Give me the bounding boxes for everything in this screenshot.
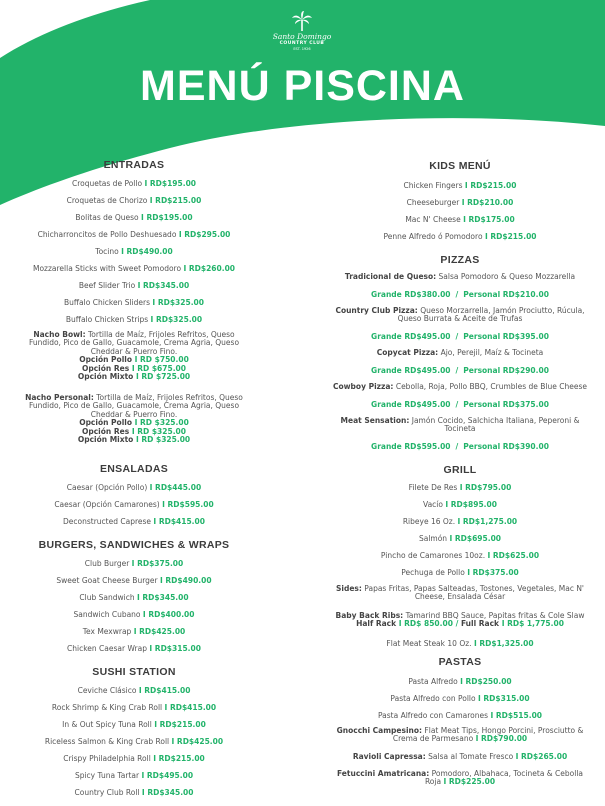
menu-item: Flat Meat Steak 10 Oz. I RD$1,325.00 bbox=[386, 639, 534, 648]
item-price: RD$495.00 bbox=[146, 771, 194, 780]
item-name: Spicy Tuna Tartar bbox=[74, 771, 140, 780]
menu-item: Pasta Alfredo con Camarones I RD$515.00 bbox=[377, 711, 543, 720]
item-name: Pincho de Camarones 10oz. bbox=[380, 551, 486, 560]
item-price: RD$260.00 bbox=[188, 264, 236, 273]
item-name: Club Burger bbox=[84, 559, 130, 568]
item-name: Nacho Bowl: bbox=[33, 330, 86, 339]
pizza-desc: Tradicional de Queso: Salsa Pomodoro & Queso Mozzarella bbox=[344, 272, 576, 281]
sides-desc: Sides: Papas Fritas, Papas Salteadas, Tostones, Vegetales, Mac N' Cheese, Ensalada César bbox=[336, 584, 584, 602]
item-name: Ceviche Clásico bbox=[77, 686, 137, 695]
item-name: Buffalo Chicken Strips bbox=[65, 315, 149, 324]
item-price: RD$515.00 bbox=[495, 711, 543, 720]
pizza-desc: Copycat Pizza: Ajo, Perejil, Maíz & Tocineta bbox=[376, 348, 544, 357]
item-name: Riceless Salmon & King Crab Roll bbox=[44, 737, 170, 746]
item-name: Mozzarella Sticks with Sweet Pomodoro bbox=[32, 264, 182, 273]
item-name: Nacho Personal: bbox=[25, 393, 94, 402]
menu-item: Beef Slider Trio I RD$345.00 bbox=[78, 281, 190, 290]
fetuccini-desc: Fetuccini Amatricana: Pomodoro, Albahaca, Tocineta & Cebolla Roja I RD$225.00 bbox=[336, 769, 583, 787]
item-name: Vacío bbox=[423, 500, 443, 509]
item-price: RD$795.00 bbox=[465, 483, 512, 492]
item-price: RD$345.00 bbox=[143, 281, 190, 290]
menu-item: Salmón I RD$695.00 bbox=[418, 534, 502, 543]
item-name: Chicharroncitos de Pollo Deshuesado bbox=[37, 230, 177, 239]
pizza-desc: Country Club Pizza: Queso Morzarrella, Jamón Prociutto, Rúcula, Queso Burrata & Aceite de Trufas bbox=[335, 306, 585, 324]
pizza-prices: Grande RD$495.00 / Personal RD$395.00 bbox=[371, 332, 549, 341]
item-name: Pasta Alfredo con Camarones bbox=[377, 711, 489, 720]
menu-item: Chicharroncitos de Pollo Deshuesado I RD$295.00 bbox=[37, 230, 231, 239]
menu-item: Sandwich Cubano I RD$400.00 bbox=[73, 610, 195, 619]
section-title-pastas: PASTAS bbox=[438, 656, 482, 668]
menu-item: Chicken Fingers I RD$215.00 bbox=[403, 181, 517, 190]
item-name: Tex Mexwrap bbox=[82, 627, 132, 636]
menu-item: Caesar (Opción Camarones) I RD$595.00 bbox=[54, 500, 214, 509]
item-name: Beef Slider Trio bbox=[78, 281, 136, 290]
menu-item: Pincho de Camarones 10oz. I RD$625.00 bbox=[380, 551, 540, 560]
item-price: RD$325.00 bbox=[155, 315, 203, 324]
menu-item: Tex Mexwrap I RD$425.00 bbox=[82, 627, 186, 636]
menu-item: Bolitas de Queso I RD$195.00 bbox=[75, 213, 193, 222]
option-row: Opción Res I RD $325.00 bbox=[81, 426, 186, 436]
logo-script: Santo Domingo bbox=[272, 32, 332, 41]
menu-item: Club Burger I RD$375.00 bbox=[84, 559, 184, 568]
item-price: RD$490.00 bbox=[165, 576, 212, 585]
item-price: RD$215.00 bbox=[470, 181, 517, 190]
item-price: RD$400.00 bbox=[148, 610, 195, 619]
item-price: RD$1,325.00 bbox=[479, 639, 534, 648]
menu-item: Deconstructed Caprese I RD$415.00 bbox=[63, 517, 205, 526]
nacho-bowl-block bbox=[18, 331, 250, 381]
menu-item: Pechuga de Pollo I RD$375.00 bbox=[401, 568, 519, 577]
menu-item: Croquetas de Chorizo I RD$215.00 bbox=[66, 196, 202, 205]
item-price: RD$1,275.00 bbox=[462, 517, 518, 526]
pizza-desc: Cowboy Pizza: Cebolla, Roja, Pollo BBQ, Crumbles de Blue Cheese bbox=[332, 382, 588, 391]
pizza-prices: Grande RD$595.00 / Personal RD$390.00 bbox=[371, 442, 549, 451]
logo-club: COUNTRY CLUB bbox=[279, 41, 325, 46]
section-title-grill: GRILL bbox=[443, 464, 477, 476]
section-title-ensaladas: ENSALADAS bbox=[99, 463, 169, 475]
option-row: Opción Mixto I RD $725.00 bbox=[77, 372, 191, 382]
item-price: RD$415.00 bbox=[169, 703, 217, 712]
option-row: Opción Pollo I RD $325.00 bbox=[79, 418, 189, 428]
item-name: Chicken Caesar Wrap bbox=[67, 644, 147, 653]
menu-item: Chicken Caesar Wrap I RD$315.00 bbox=[67, 644, 201, 653]
club-logo bbox=[262, 10, 342, 52]
item-name: Caesar (Opción Camarones) bbox=[54, 500, 160, 509]
menu-item: Mac N' Cheese I RD$175.00 bbox=[405, 215, 515, 224]
item-price: RD$425.00 bbox=[139, 627, 186, 636]
item-name: Buffalo Chicken Sliders bbox=[63, 298, 151, 307]
item-price: RD$215.00 bbox=[155, 196, 202, 205]
menu-item: Cheeseburger I RD$210.00 bbox=[406, 198, 514, 207]
option-row: Opción Mixto I RD $325.00 bbox=[77, 435, 191, 445]
menu-item: Caesar (Opción Pollo) I RD$445.00 bbox=[66, 483, 202, 492]
item-price: RD$210.00 bbox=[467, 198, 514, 207]
menu-item: Country Club Roll I RD$345.00 bbox=[74, 788, 194, 797]
pizza-prices: Grande RD$495.00 / Personal RD$375.00 bbox=[371, 400, 549, 409]
item-name: Tocino bbox=[95, 247, 119, 256]
item-name: Salmón bbox=[418, 534, 448, 543]
item-price: RD$895.00 bbox=[450, 500, 497, 509]
section-title-pizzas: PIZZAS bbox=[440, 254, 480, 266]
item-price: RD$625.00 bbox=[492, 551, 540, 560]
menu-item: Vacío I RD$895.00 bbox=[423, 500, 497, 509]
item-price: RD$195.00 bbox=[146, 213, 193, 222]
section-title-entradas: ENTRADAS bbox=[103, 159, 165, 171]
item-price: RD$325.00 bbox=[157, 298, 204, 307]
palm-tree-icon bbox=[291, 10, 313, 32]
item-name: Mac N' Cheese bbox=[405, 215, 461, 224]
item-price: RD$595.00 bbox=[167, 500, 214, 509]
menu-item: Ribeye 16 Oz. I RD$1,275.00 bbox=[402, 517, 518, 526]
section-title-kids: KIDS MENÚ bbox=[429, 160, 491, 172]
option-row: Opción Pollo I RD $750.00 bbox=[79, 355, 189, 365]
item-name: Sandwich Cubano bbox=[73, 610, 141, 619]
pizza-prices: Grande RD$495.00 / Personal RD$290.00 bbox=[371, 366, 549, 375]
item-price: RD$315.00 bbox=[483, 694, 530, 703]
item-name: Club Sandwich bbox=[79, 593, 135, 602]
item-price: RD$175.00 bbox=[468, 215, 515, 224]
gnocchi-desc: Gnocchi Campesino: Flat Meat Tips, Hongo Porcini, Prosciutto & Crema de Parmesano I RD$790.00 bbox=[336, 726, 584, 744]
item-price: RD$375.00 bbox=[137, 559, 184, 568]
menu-item: Mozzarella Sticks with Sweet Pomodoro I RD$260.00 bbox=[32, 264, 236, 273]
item-name: Sweet Goat Cheese Burger bbox=[56, 576, 158, 585]
item-name: Ribeye 16 Oz. bbox=[402, 517, 456, 526]
item-name: Rock Shrimp & King Crab Roll bbox=[51, 703, 163, 712]
ribs-block: Baby Back Ribs: Tamarind BBQ Sauce, Papitas fritas & Cole Slaw Half Rack I RD$ 850.00 / Full Rack I RD$ 1,775.00 bbox=[335, 611, 585, 629]
menu-item: Pasta Alfredo con Pollo I RD$315.00 bbox=[390, 694, 530, 703]
item-price: RD$315.00 bbox=[154, 644, 201, 653]
item-name: In & Out Spicy Tuna Roll bbox=[62, 720, 152, 729]
pizza-prices: Grande RD$380.00 / Personal RD$210.00 bbox=[371, 290, 549, 299]
item-price: RD$295.00 bbox=[184, 230, 231, 239]
item-name: Chicken Fingers bbox=[403, 181, 463, 190]
item-desc: Tortilla de Maíz, Frijoles Refritos, Queso Fundido, Pico de Gallo, Guacamole, Crema Agria, Queso Cheddar & Puerro Fino. bbox=[28, 393, 243, 419]
menu-item: Club Sandwich I RD$345.00 bbox=[79, 593, 189, 602]
item-desc: Tortilla de Maíz, Frijoles Refritos, Queso Fundido, Pico de Gallo, Guacamole, Crema Agria, Queso Cheddar & Puerro Fino. bbox=[28, 330, 240, 356]
item-name: Filete De Res bbox=[408, 483, 458, 492]
item-name: Cheeseburger bbox=[406, 198, 460, 207]
item-price: RD$195.00 bbox=[149, 179, 197, 188]
item-price: RD$490.00 bbox=[126, 247, 173, 256]
item-price: RD$695.00 bbox=[454, 534, 502, 543]
item-name: Caesar (Opción Pollo) bbox=[66, 483, 148, 492]
item-name: Croquetas de Chorizo bbox=[66, 196, 148, 205]
item-price: RD$250.00 bbox=[465, 677, 512, 686]
pizza-desc: Meat Sensation: Jamón Cocido, Salchicha Italiana, Peperoni & Tocineta bbox=[340, 416, 580, 434]
menu-item: Pasta Alfredo I RD$250.00 bbox=[408, 677, 512, 686]
menu-item: Crispy Philadelphia Roll I RD$215.00 bbox=[63, 754, 205, 763]
logo-est: EST. 1926 bbox=[293, 47, 311, 51]
menu-item: Rock Shrimp & King Crab Roll I RD$415.00 bbox=[51, 703, 217, 712]
item-name: Country Club Roll bbox=[74, 788, 140, 797]
item-price: RD$425.00 bbox=[176, 737, 224, 746]
menu-item: In & Out Spicy Tuna Roll I RD$215.00 bbox=[62, 720, 206, 729]
section-title-burgers: BURGERS, SANDWICHES & WRAPS bbox=[38, 539, 230, 551]
page-title: MENÚ PISCINA bbox=[140, 62, 465, 110]
item-name: Crispy Philadelphia Roll bbox=[63, 754, 151, 763]
item-name: Deconstructed Caprese bbox=[63, 517, 152, 526]
menu-item: Croquetas de Pollo I RD$195.00 bbox=[71, 179, 197, 188]
item-price: RD$345.00 bbox=[147, 788, 194, 797]
item-name: Flat Meat Steak 10 Oz. bbox=[386, 639, 472, 648]
menu-item: Buffalo Chicken Strips I RD$325.00 bbox=[65, 315, 203, 324]
item-name: Pasta Alfredo con Pollo bbox=[390, 694, 476, 703]
item-name: Pasta Alfredo bbox=[408, 677, 458, 686]
menu-item: Tocino I RD$490.00 bbox=[95, 247, 173, 256]
item-name: Bolitas de Queso bbox=[75, 213, 139, 222]
menu-item: Spicy Tuna Tartar I RD$495.00 bbox=[74, 771, 194, 780]
nacho-personal-block bbox=[18, 394, 250, 444]
item-name: Pechuga de Pollo bbox=[401, 568, 465, 577]
item-price: RD$445.00 bbox=[155, 483, 202, 492]
item-price: RD$345.00 bbox=[142, 593, 189, 602]
item-price: RD$215.00 bbox=[490, 232, 537, 241]
item-price: RD$415.00 bbox=[144, 686, 191, 695]
item-name: Croquetas de Pollo bbox=[71, 179, 143, 188]
menu-item: Buffalo Chicken Sliders I RD$325.00 bbox=[63, 298, 204, 307]
section-title-sushi: SUSHI STATION bbox=[92, 666, 176, 678]
menu-item: Sweet Goat Cheese Burger I RD$490.00 bbox=[56, 576, 212, 585]
menu-item: Penne Alfredo ó Pomodoro I RD$215.00 bbox=[383, 232, 537, 241]
menu-item: Filete De Res I RD$795.00 bbox=[408, 483, 512, 492]
menu-item: Riceless Salmon & King Crab Roll I RD$425.00 bbox=[44, 737, 224, 746]
item-price: RD$375.00 bbox=[472, 568, 519, 577]
ravioli-desc: Ravioli Capressa: Salsa al Tomate Fresco I RD$265.00 bbox=[352, 752, 568, 761]
item-price: RD$215.00 bbox=[158, 754, 205, 763]
item-name: Penne Alfredo ó Pomodoro bbox=[383, 232, 483, 241]
item-price: RD$215.00 bbox=[159, 720, 206, 729]
option-row: Opción Res I RD $675.00 bbox=[81, 363, 186, 373]
item-price: RD$415.00 bbox=[158, 517, 205, 526]
menu-item: Ceviche Clásico I RD$415.00 bbox=[77, 686, 191, 695]
